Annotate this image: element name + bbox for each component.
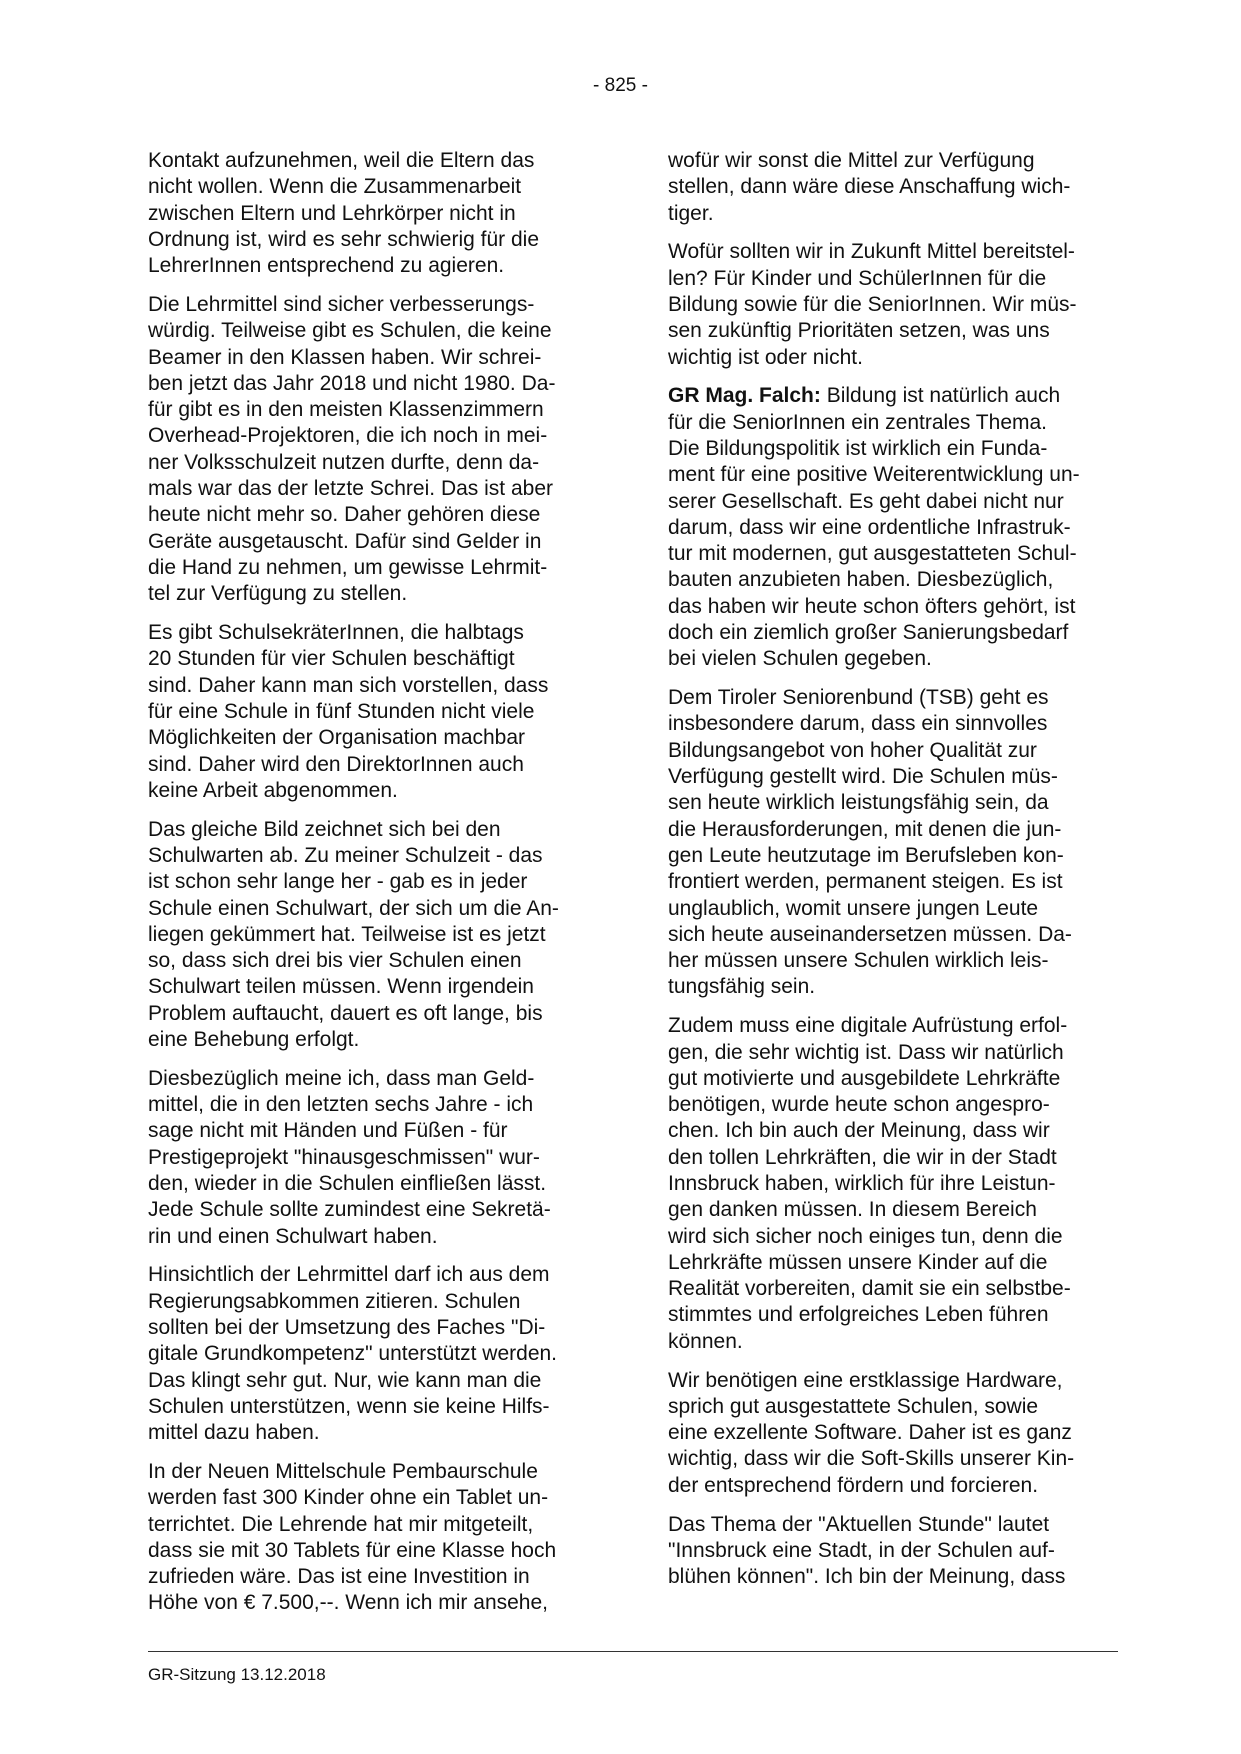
paragraph [148, 1459, 596, 1617]
paragraph [148, 620, 596, 804]
paragraph [148, 1066, 596, 1250]
text-line: Hinsichtlich der Lehrmittel darf ich aus dem [148, 1263, 550, 1287]
text-line: len? Für Kinder und SchülerInnen für die [668, 266, 1047, 290]
text-line: Innsbruck haben, wirklich für ihre Leistun- [668, 1171, 1056, 1195]
left-column [148, 148, 596, 1629]
text-line: keine Arbeit abgenommen. [148, 778, 398, 802]
text-line: bei vielen Schulen gegeben. [668, 647, 932, 671]
text-line: gen danken müssen. In diesem Bereich [668, 1198, 1037, 1222]
text-line: Schule einen Schulwart, der sich um die An- [148, 896, 559, 920]
text-line: rin und einen Schulwart haben. [148, 1224, 438, 1248]
text-line: mals war das der letzte Schrei. Das ist aber [148, 477, 553, 501]
paragraph [668, 239, 1116, 370]
text-line: ben jetzt das Jahr 2018 und nicht 1980. Da- [148, 371, 556, 395]
text-line: Kontakt aufzunehmen, weil die Eltern das [148, 149, 535, 172]
text-line: Die Lehrmittel sind sicher verbesserungs- [148, 292, 535, 316]
text-line: gitale Grundkompetenz" unterstützt werden. [148, 1342, 558, 1366]
text-line: Die Bildungspolitik ist wirklich ein Funda- [668, 436, 1048, 460]
text-line: Es gibt SchulsekräterInnen, die halbtags [148, 621, 524, 645]
speaker-paragraph [668, 383, 1116, 672]
text-line: sollten bei der Umsetzung des Faches "Di- [148, 1315, 546, 1339]
text-line: Diesbezüglich meine ich, dass man Geld- [148, 1066, 535, 1090]
text-line: tel zur Verfügung zu stellen. [148, 582, 408, 606]
paragraph [668, 685, 1116, 1001]
text-line: für eine Schule in fünf Stunden nicht viele [148, 699, 535, 723]
text-line: die Hand zu nehmen, um gewisse Lehrmit- [148, 555, 548, 579]
text-line: Prestigeprojekt "hinausgeschmissen" wur- [148, 1145, 540, 1169]
text-line: für die SeniorInnen ein zentrales Thema. [668, 410, 1048, 434]
text-line: Overhead-Projektoren, die ich noch in mei- [148, 424, 548, 448]
text-line: serer Gesellschaft. Es geht dabei nicht nur [668, 489, 1064, 513]
text-line: stimmtes und erfolgreiches Leben führen [668, 1303, 1049, 1327]
text-line: wichtig, dass wir die Soft-Skills unserer Kin- [668, 1447, 1075, 1471]
text-line: Höhe von € 7.500,--. Wenn ich mir ansehe, [148, 1591, 548, 1615]
text-line: sind. Daher wird den DirektorInnen auch [148, 752, 524, 776]
text-line: Das Thema der "Aktuellen Stunde" lautet [668, 1512, 1050, 1536]
text-line: Beamer in den Klassen haben. Wir schrei- [148, 345, 542, 369]
text-line: gut motivierte und ausgebildete Lehrkräfte [668, 1066, 1061, 1090]
text-line: unglaublich, womit unsere jungen Leute [668, 896, 1039, 920]
text-line: sich heute auseinandersetzen müssen. Da- [668, 922, 1072, 946]
text-line: sage nicht mit Händen und Füßen - für [148, 1119, 508, 1143]
text-line: tur mit modernen, gut ausgestatteten Schul- [668, 542, 1077, 566]
speaker-name: GR Mag. Falch: [668, 384, 821, 408]
paragraph [668, 148, 1116, 227]
text-line: können. [668, 1329, 743, 1353]
text-line: terrichtet. Die Lehrende hat mir mitgeteilt, [148, 1512, 534, 1536]
text-line: bauten anzubieten haben. Diesbezüglich, [668, 568, 1054, 592]
right-column [668, 148, 1116, 1603]
text-line: In der Neuen Mittelschule Pembaurschule [148, 1459, 538, 1483]
paragraph [148, 817, 596, 1054]
text-line: 20 Stunden für vier Schulen beschäftigt [148, 647, 515, 671]
text-line: den, wieder in die Schulen einfließen lässt. [148, 1171, 547, 1195]
footer-session: GR-Sitzung 13.12.2018 [148, 1665, 326, 1684]
text-line: liegen gekümmert hat. Teilweise ist es jetzt [148, 922, 546, 946]
paragraph [668, 1512, 1116, 1591]
speaker-text: Bildung ist natürlich auch [820, 384, 1061, 408]
text-line: zufrieden wäre. Das ist eine Investition in [148, 1565, 530, 1589]
text-line: sen zukünftig Prioritäten setzen, was uns [668, 319, 1050, 343]
text-line: benötigen, wurde heute schon angespro- [668, 1093, 1050, 1117]
text-line: Dem Tiroler Seniorenbund (TSB) geht es [668, 686, 1049, 710]
text-line: doch ein ziemlich großer Sanierungsbedarf [668, 621, 1069, 645]
text-line: den tollen Lehrkräften, die wir in der Stadt [668, 1145, 1057, 1169]
text-line: Wir benötigen eine erstklassige Hardware, [668, 1368, 1063, 1392]
text-line: Schulen unterstützen, wenn sie keine Hilfs- [148, 1394, 550, 1418]
text-line: Schulwart teilen müssen. Wenn irgendein [148, 975, 534, 999]
text-line: werden fast 300 Kinder ohne ein Tablet un- [148, 1486, 549, 1510]
text-line: ment für eine positive Weiterentwicklung un- [668, 463, 1080, 487]
text-line: Geräte ausgetauscht. Dafür sind Gelder in [148, 529, 542, 553]
text-line: eine Behebung erfolgt. [148, 1028, 360, 1051]
text-line: Regierungsabkommen zitieren. Schulen [148, 1289, 521, 1313]
text-line: heute nicht mehr so. Daher gehören diese [148, 503, 541, 527]
text-line: wichtig ist oder nicht. [668, 345, 863, 369]
paragraph [668, 1013, 1116, 1355]
text-line: ner Volksschulzeit nutzen durfte, denn da- [148, 450, 540, 474]
text-line: tungsfähig sein. [668, 975, 816, 999]
paragraph [148, 148, 596, 279]
text-line: Realität vorbereiten, damit sie ein selbstbe- [668, 1277, 1071, 1301]
text-line: her müssen unsere Schulen wirklich leis- [668, 949, 1049, 973]
text-line: Wofür sollten wir in Zukunft Mittel bereitstel- [668, 240, 1075, 264]
text-line: so, dass sich drei bis vier Schulen einen [148, 949, 522, 973]
text-line: Verfügung gestellt wird. Die Schulen müs- [668, 765, 1058, 789]
text-line: Bildungsangebot von hoher Qualität zur [668, 738, 1037, 762]
text-line: wird sich sicher noch einiges tun, denn die [668, 1224, 1063, 1248]
paragraph [668, 1368, 1116, 1499]
text-line [668, 383, 1116, 409]
text-line: das haben wir heute schon öfters gehört, ist [668, 594, 1076, 618]
text-line: Bildung sowie für die SeniorInnen. Wir müs- [668, 292, 1077, 316]
text-line: LehrerInnen entsprechend zu agieren. [148, 254, 505, 278]
text-line: dass sie mit 30 Tablets für eine Klasse hoch [148, 1538, 557, 1562]
text-line: gen Leute heutzutage im Berufsleben kon- [668, 843, 1064, 867]
text-line: würdig. Teilweise gibt es Schulen, die keine [148, 319, 552, 343]
page-number: - 825 - [593, 75, 648, 96]
text-line: Das gleiche Bild zeichnet sich bei den [148, 817, 501, 841]
text-line: insbesondere darum, dass ein sinnvolles [668, 712, 1048, 736]
text-line: mittel dazu haben. [148, 1421, 320, 1445]
text-line: stellen, dann wäre diese Anschaffung wich- [668, 175, 1071, 199]
paragraph [148, 1262, 596, 1446]
text-line: Möglichkeiten der Organisation machbar [148, 726, 526, 750]
text-line: der entsprechend fördern und forcieren. [668, 1473, 1039, 1497]
text-line: Schulwarten ab. Zu meiner Schulzeit - das [148, 843, 543, 867]
text-line: Lehrkräfte müssen unsere Kinder auf die [668, 1250, 1048, 1274]
text-line: gen, die sehr wichtig ist. Dass wir natürlich [668, 1040, 1064, 1064]
paragraph [148, 292, 596, 608]
text-line: sprich gut ausgestattete Schulen, sowie [668, 1394, 1039, 1418]
text-line: sind. Daher kann man sich vorstellen, dass [148, 673, 549, 697]
text-line: wofür wir sonst die Mittel zur Verfügung [668, 149, 1035, 172]
text-line: "Innsbruck eine Stadt, in der Schulen auf- [668, 1538, 1055, 1562]
text-line: Jede Schule sollte zumindest eine Sekretä- [148, 1198, 551, 1222]
text-line: frontiert werden, permanent steigen. Es ist [668, 870, 1063, 894]
text-line: eine exzellente Software. Daher ist es ganz [668, 1421, 1072, 1445]
text-line: mittel, die in den letzten sechs Jahre - ich [148, 1093, 534, 1117]
text-line: Das klingt sehr gut. Nur, wie kann man die [148, 1368, 542, 1392]
text-line: Ordnung ist, wird es sehr schwierig für die [148, 227, 539, 251]
text-line: darum, dass wir eine ordentliche Infrastruk- [668, 515, 1071, 539]
text-line: tiger. [668, 201, 714, 225]
text-line: ist schon sehr lange her - gab es in jeder [148, 870, 528, 894]
text-line: chen. Ich bin auch der Meinung, dass wir [668, 1119, 1050, 1143]
text-line: Zudem muss eine digitale Aufrüstung erfol- [668, 1014, 1068, 1038]
text-line: sen heute wirklich leistungsfähig sein, da [668, 791, 1049, 815]
footer-divider [148, 1651, 1118, 1652]
text-line: Problem auftaucht, dauert es oft lange, bis [148, 1001, 543, 1025]
text-line: zwischen Eltern und Lehrkörper nicht in [148, 201, 516, 225]
text-line: die Herausforderungen, mit denen die jun- [668, 817, 1062, 841]
text-line: nicht wollen. Wenn die Zusammenarbeit [148, 175, 522, 199]
text-line: blühen können". Ich bin der Meinung, dass [668, 1565, 1066, 1589]
text-line: für gibt es in den meisten Klassenzimmern [148, 398, 544, 422]
